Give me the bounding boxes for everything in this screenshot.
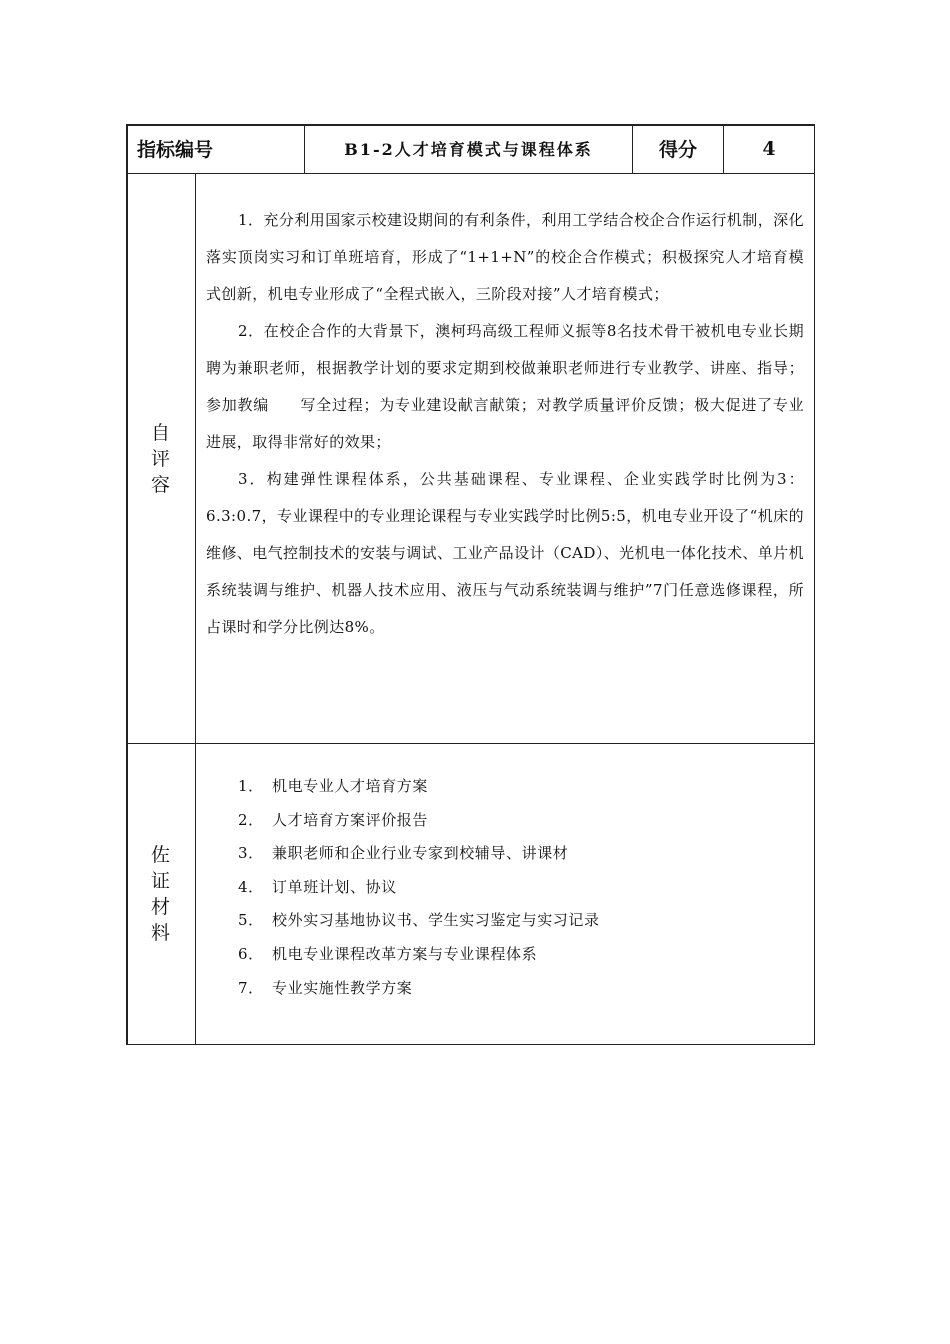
list-item bbox=[238, 837, 600, 871]
list-item bbox=[238, 938, 600, 972]
evidence-list bbox=[238, 770, 600, 1005]
score-value: 4 bbox=[762, 137, 776, 160]
list-item-text: 专业实施性教学方案 bbox=[272, 978, 413, 997]
list-item-text: 机电专业人才培育方案 bbox=[272, 777, 429, 795]
border-right bbox=[814, 124, 816, 1045]
label-indicator-code: 指标编号 bbox=[137, 139, 214, 161]
list-item-number: 2． bbox=[238, 810, 264, 829]
side-char: 评 bbox=[150, 447, 170, 470]
list-item-text: 兼职老师和企业行业专家到校辅导、讲课材 bbox=[272, 844, 569, 863]
list-item-text: 校外实习基地协议书、学生实习鉴定与实习记录 bbox=[272, 911, 600, 930]
self-eval-side-label bbox=[126, 174, 195, 743]
side-char: 料 bbox=[150, 922, 170, 944]
list-item-number: 6． bbox=[238, 944, 264, 963]
side-char: 佐 bbox=[150, 844, 170, 866]
col-divider-body bbox=[195, 173, 196, 1045]
list-item-text: 订单班计划、协议 bbox=[272, 877, 397, 896]
side-char: 材 bbox=[150, 896, 170, 918]
self-eval-paragraph-3: 3．构建弹性课程体系，公共基础课程、专业课程、企业实践学时比例为3：6.3:0.7，专业课程中的专业理论课程与专业实践学时比例5:5，机电专业开设了“机床的维修、电气控制技术的安装与调试、工业产品设计（CAD）、光机电一体化技术、单片机系统装调与维护、机器人技术应用、液压与气动系统装调与维护”7门任意选修课程，所占课时和学分比例达8%。 bbox=[206, 470, 804, 636]
list-item-number: 4． bbox=[238, 877, 264, 896]
evidence-side-label bbox=[126, 744, 195, 1044]
list-item-text: 人才培育方案评价报告 bbox=[272, 810, 429, 829]
label-score: 得分 bbox=[658, 139, 697, 161]
side-char: 证 bbox=[150, 870, 170, 892]
list-item bbox=[238, 904, 600, 938]
list-item-number: 1． bbox=[238, 777, 264, 795]
self-eval-paragraph-1: 1．充分利用国家示校建设期间的有利条件，利用工学结合校企合作运行机制，深化落实顶岗实习和订单班培育，形成了“1+1+N”的校企合作模式；积极探究人才培育模式创新，机电专业形成了“全程式嵌入，三阶段对接”人才培育模式； bbox=[206, 211, 804, 303]
border-bottom bbox=[126, 1044, 815, 1046]
row-divider-2 bbox=[126, 743, 815, 744]
row-divider-1 bbox=[126, 173, 815, 174]
self-eval-paragraph-2: 2．在校企合作的大背景下，澳柯玛高级工程师义振等8名技术骨干被机电专业长期聘为兼职老师，根据教学计划的要求定期到校做兼职老师进行专业教学、讲座、指导；参加教编 写全过程；为专业建设献言献策；对教学质量评价反馈；极大促进了专业进展，取得非常好的效果； bbox=[206, 322, 804, 451]
list-item-number: 5． bbox=[238, 911, 264, 930]
list-item bbox=[238, 804, 600, 838]
indicator-code-value: B1-2人才培育模式与课程体系 bbox=[344, 140, 593, 159]
side-char: 容 bbox=[150, 473, 170, 496]
side-char: 自 bbox=[150, 421, 170, 444]
list-item bbox=[238, 770, 600, 804]
evaluation-table bbox=[126, 124, 815, 1045]
list-item-number: 3． bbox=[238, 844, 264, 863]
list-item bbox=[238, 871, 600, 905]
list-item-number: 7． bbox=[238, 978, 264, 997]
list-item-text: 机电专业课程改革方案与专业课程体系 bbox=[272, 944, 538, 963]
self-eval-content bbox=[206, 202, 804, 646]
list-item bbox=[238, 972, 600, 1006]
